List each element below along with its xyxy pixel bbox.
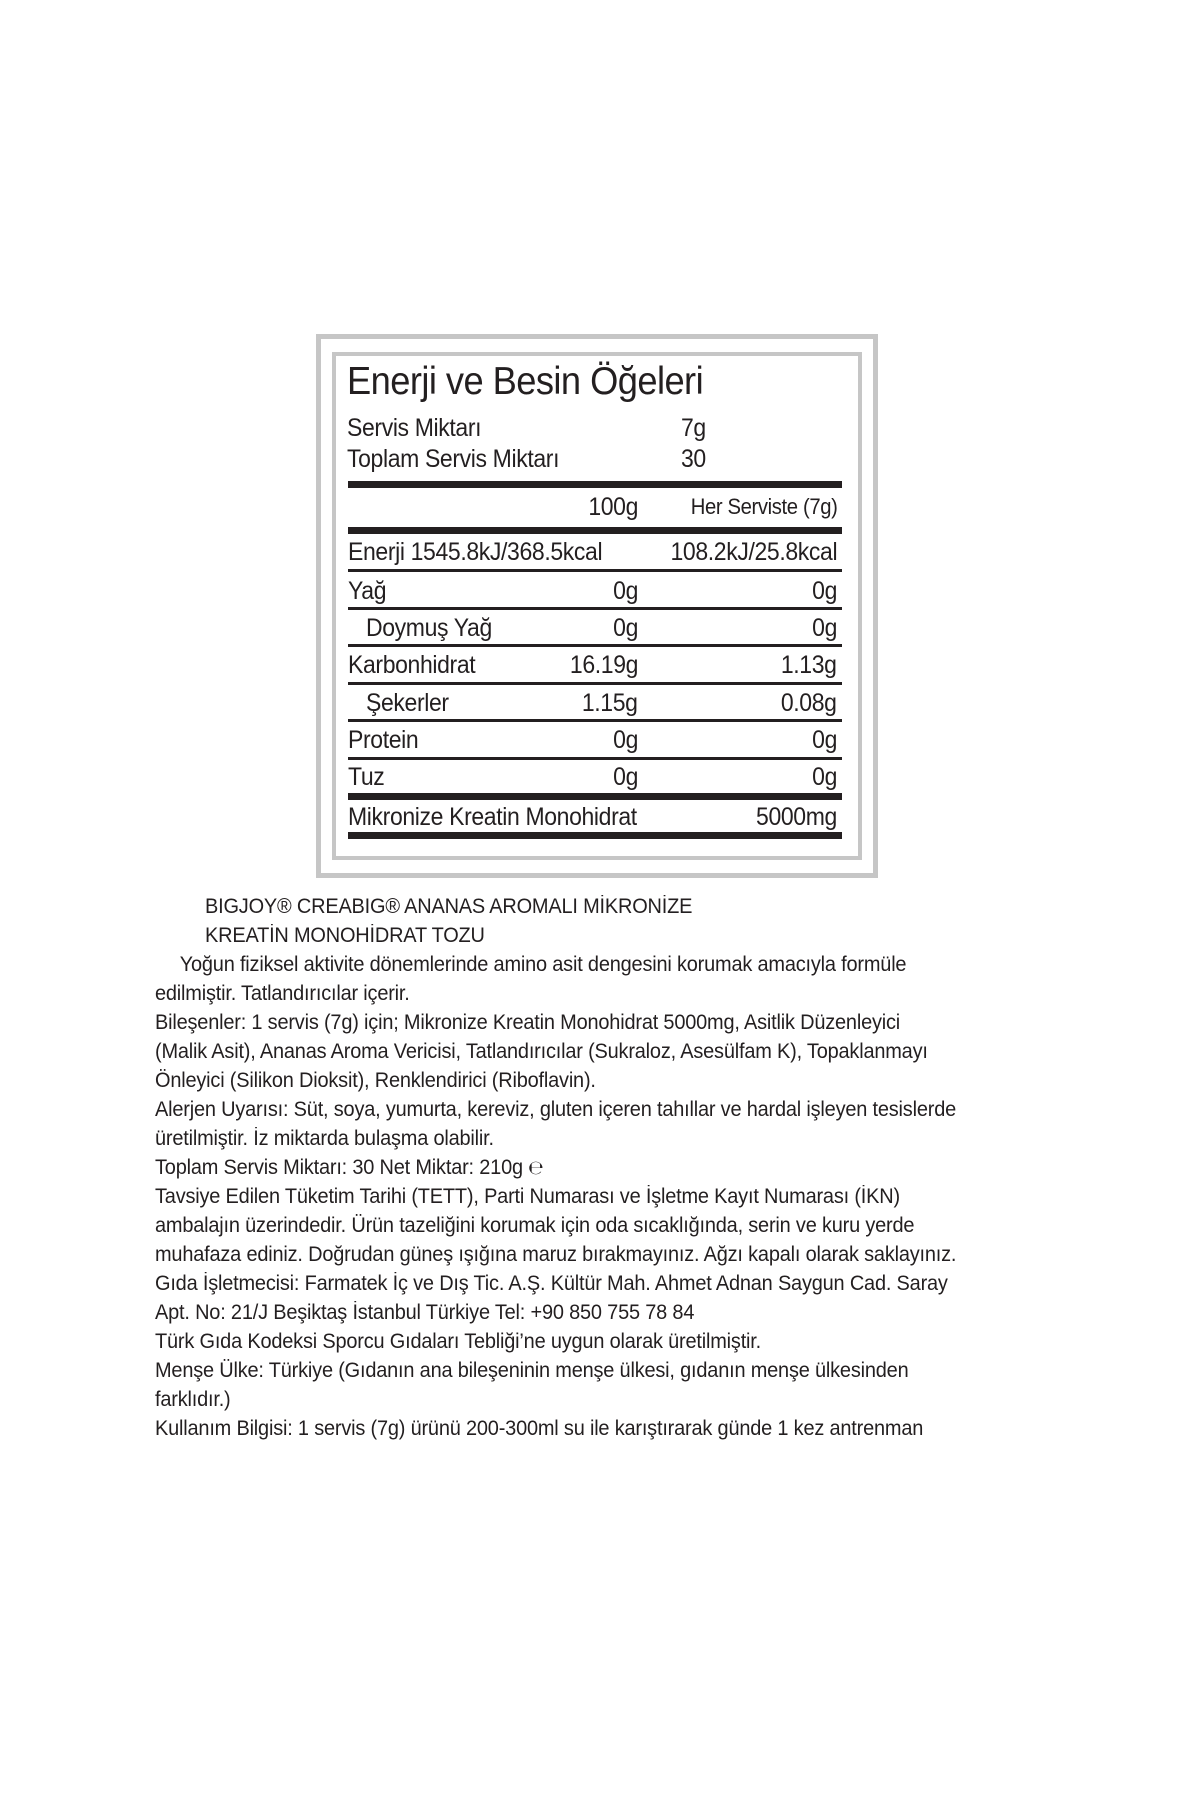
nutrient-per-serving: 0g (812, 763, 837, 791)
nutrient-row-energy (348, 535, 842, 569)
divider-thin (348, 607, 842, 610)
text-line: Önleyici (Silikon Dioksit), Renklendirici (Riboflavin). (155, 1069, 596, 1092)
text-line: ambalajın üzerindedir. Ürün tazeliğini korumak için oda sıcaklığında, serin ve kuru yerde (155, 1214, 915, 1237)
divider-thick (348, 793, 842, 800)
nutrient-label: Şekerler (366, 689, 449, 717)
nutrient-per-serving: 0g (812, 577, 837, 605)
text-line: muhafaza ediniz. Doğrudan güneş ışığına maruz bırakmayınız. Ağzı kapalı olarak saklayınız. (155, 1243, 957, 1266)
column-header-100g: 100g (588, 493, 638, 521)
nutrient-label: Tuz (348, 763, 385, 791)
nutrient-row (348, 723, 842, 757)
text-line: Gıda İşletmecisi: Farmatek İç ve Dış Tic. A.Ş. Kültür Mah. Ahmet Adnan Saygun Cad. Saray (155, 1272, 948, 1295)
energy-label: Enerji (348, 538, 405, 566)
product-description (155, 950, 1035, 1443)
creatine-label: Mikronize Kreatin Monohidrat (348, 803, 637, 831)
nutrient-per-serving: 0.08g (781, 689, 837, 717)
nutrient-per-100g: 16.19g (569, 651, 638, 679)
text-line: Menşe Ülke: Türkiye (Gıdanın ana bileşeninin menşe ülkesi, gıdanın menşe ülkesinden (155, 1359, 909, 1382)
nutrient-row (348, 574, 842, 608)
nutrient-label: Karbonhidrat (348, 651, 476, 679)
text-line: (Malik Asit), Ananas Aroma Vericisi, Tatlandırıcılar (Sukraloz, Asesülfam K), Topaklanmayı (155, 1040, 928, 1063)
nutrient-per-100g: 1.15g (582, 689, 638, 717)
estimated-sign-icon: ℮ (528, 1157, 544, 1179)
text-line: farklıdır.) (155, 1388, 231, 1411)
serving-size-label: Servis Miktarı (347, 414, 482, 442)
energy-per-100g: 1545.8kJ/368.5kcal (410, 538, 603, 566)
nutrient-per-serving: 0g (812, 614, 837, 642)
nutrient-per-100g: 0g (613, 763, 638, 791)
divider-thick (348, 481, 842, 488)
nutrient-row (348, 611, 842, 645)
divider-thin (348, 719, 842, 722)
text-line: Türk Gıda Kodeksi Sporcu Gıdaları Tebliği’ne uygun olarak üretilmiştir. (155, 1330, 761, 1353)
nutrient-per-100g: 0g (613, 726, 638, 754)
text-line: Toplam Servis Miktarı: 30 Net Miktar: 210g (155, 1156, 523, 1179)
nutrient-label (348, 535, 602, 569)
nutrient-row (348, 648, 842, 682)
divider-thin (348, 682, 842, 685)
nutrient-row (348, 760, 842, 794)
divider-thin (348, 644, 842, 647)
text-line: Tavsiye Edilen Tüketim Tarihi (TETT), Parti Numarası ve İşletme Kayıt Numarası (İKN) (155, 1185, 900, 1208)
text-line: üretilmiştir. İz miktarda bulaşma olabilir. (155, 1127, 494, 1150)
serving-size-value: 7g (681, 414, 706, 442)
net-quantity-line (155, 1153, 991, 1182)
creatine-per-serving: 5000mg (756, 803, 837, 831)
total-servings-value: 30 (681, 445, 706, 473)
nutrient-label: Protein (348, 726, 419, 754)
total-servings-label: Toplam Servis Miktarı (347, 445, 560, 473)
text-line: Kullanım Bilgisi: 1 servis (7g) ürünü 200-300ml su ile karıştırarak günde 1 kez antrenman (155, 1417, 924, 1440)
nutrient-per-100g: 0g (613, 614, 638, 642)
product-name (205, 892, 1085, 950)
nutrient-row-creatine (348, 800, 842, 834)
product-name-line: KREATİN MONOHİDRAT TOZU (205, 924, 485, 947)
nutrient-per-100g: 0g (613, 577, 638, 605)
text-line: Yoğun fiziksel aktivite dönemlerinde amino asit dengesini korumak amacıyla formüle (179, 953, 907, 976)
text-line: Apt. No: 21/J Beşiktaş İstanbul Türkiye Tel: +90 850 755 78 84 (155, 1301, 695, 1324)
nutrition-panel-title: Enerji ve Besin Öğeleri (347, 360, 704, 403)
product-name-line: BIGJOY® CREABIG® ANANAS AROMALI MİKRONİZE (205, 895, 693, 918)
divider-thin (348, 569, 842, 572)
nutrient-label: Yağ (348, 577, 387, 605)
energy-per-serving: 108.2kJ/25.8kcal (670, 538, 837, 566)
nutrient-per-serving: 1.13g (781, 651, 837, 679)
divider-thick (348, 527, 842, 534)
text-line: Alerjen Uyarısı: Süt, soya, yumurta, kereviz, gluten içeren tahıllar ve hardal işleyen tesislerde (155, 1098, 957, 1121)
nutrient-row (348, 686, 842, 720)
text-line: Bileşenler: 1 servis (7g) için; Mikronize Kreatin Monohidrat 5000mg, Asitlik Düzenleyici (155, 1011, 901, 1034)
nutrient-label: Doymuş Yağ (366, 614, 492, 642)
divider-thick (348, 832, 842, 839)
text-line: edilmiştir. Tatlandırıcılar içerir. (155, 982, 410, 1005)
column-header-per-serving: Her Serviste (7g) (690, 494, 837, 519)
column-header-row (348, 490, 842, 524)
nutrient-per-serving: 0g (812, 726, 837, 754)
